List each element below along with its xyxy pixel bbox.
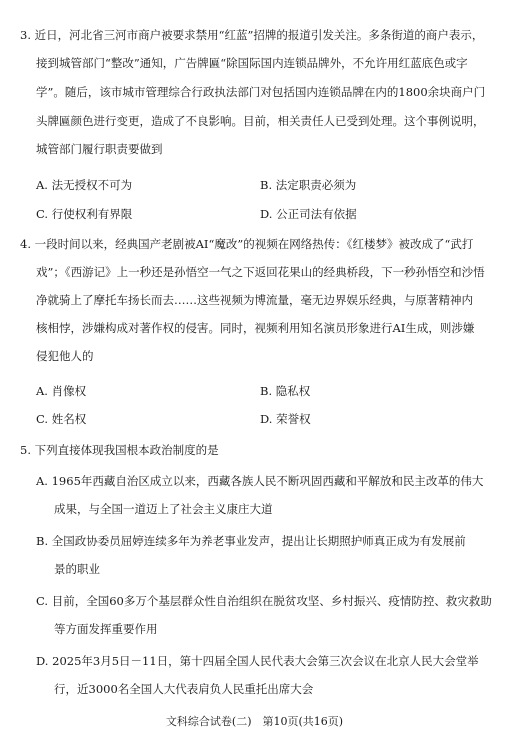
q3-line: 3. 近日，河北省三河市商户被要求禁用“红蓝”招牌的报道引发关注。多条街道的商户表示， xyxy=(20,28,484,42)
q4-option-b: B. 隐私权 xyxy=(260,384,311,398)
q5-option-d: D. 2025年3月5日－11日，第十四届全国人民代表大会第三次会议在北京人民大会堂举 xyxy=(36,654,479,668)
q3-option-c: C. 行使权利有界限 xyxy=(36,207,133,221)
q4-line: 核相悖，涉嫌构成对著作权的侵害。同时，视频利用知名演员形象进行AI生成，则涉嫌 xyxy=(36,321,475,335)
q3-line: 头牌匾颜色进行变更，造成了不良影响。目前，相关责任人已受到处理。这个事例说明， xyxy=(36,114,485,128)
q5-stem: 5. 下列直接体现我国根本政治制度的是 xyxy=(20,443,219,457)
q4-line: 净就骑上了摩托车扬长而去……这些视频为博流量，毫无边界娱乐经典，与原著精神内 xyxy=(36,293,473,307)
q5-option-a: A. 1965年西藏自治区成立以来，西藏各族人民不断巩固西藏和平解放和民主改革的伟大 xyxy=(36,474,484,488)
q5-option-c: C. 目前，全国60多万个基层群众性自治组织在脱贫攻坚、乡村振兴、疫情防控、救灾救助 xyxy=(36,594,492,608)
q3-line: 学”。随后，该市城市管理综合行政执法部门对包括国内连锁品牌在内的1800余块商户门 xyxy=(36,85,486,99)
q4-option-c: C. 姓名权 xyxy=(36,412,87,426)
q3-line: 接到城管部门“整改”通知，广告牌匾“除国际国内连锁品牌外，不允许用红蓝底色或字 xyxy=(36,56,468,70)
q4-option-d: D. 荣誉权 xyxy=(260,412,311,426)
q5-option-a-cont: 成果，与全国一道迈上了社会主义康庄大道 xyxy=(54,502,273,516)
q5-option-c-cont: 等方面发挥重要作用 xyxy=(54,622,158,636)
q4-line: 4. 一段时间以来，经典国产老剧被AI“魔改”的视频在网络热传：《红楼梦》被改成了“武打 xyxy=(20,237,474,251)
q5-option-d-cont: 行，近3000名全国人大代表肩负人民重托出席大会 xyxy=(54,682,314,696)
q3-line: 城管部门履行职责要做到 xyxy=(36,142,163,156)
q4-option-a: A. 肖像权 xyxy=(36,384,87,398)
page-footer: 文科综合试卷(二) 第10页(共16页) xyxy=(165,715,344,728)
q4-line: 戏”；《西游记》上一秒还是孙悟空一气之下返回花果山的经典桥段，下一秒孙悟空和沙悟 xyxy=(36,265,485,279)
q5-option-b-cont: 景的职业 xyxy=(54,562,100,576)
q3-option-d: D. 公正司法有依据 xyxy=(260,207,357,221)
q4-line: 侵犯他人的 xyxy=(36,349,94,363)
q3-option-b: B. 法定职责必须为 xyxy=(260,178,357,192)
q5-option-b: B. 全国政协委员屈婷连续多年为养老事业发声，提出让长期照护师真正成为有发展前 xyxy=(36,534,466,548)
q3-option-a: A. 法无授权不可为 xyxy=(36,178,133,192)
